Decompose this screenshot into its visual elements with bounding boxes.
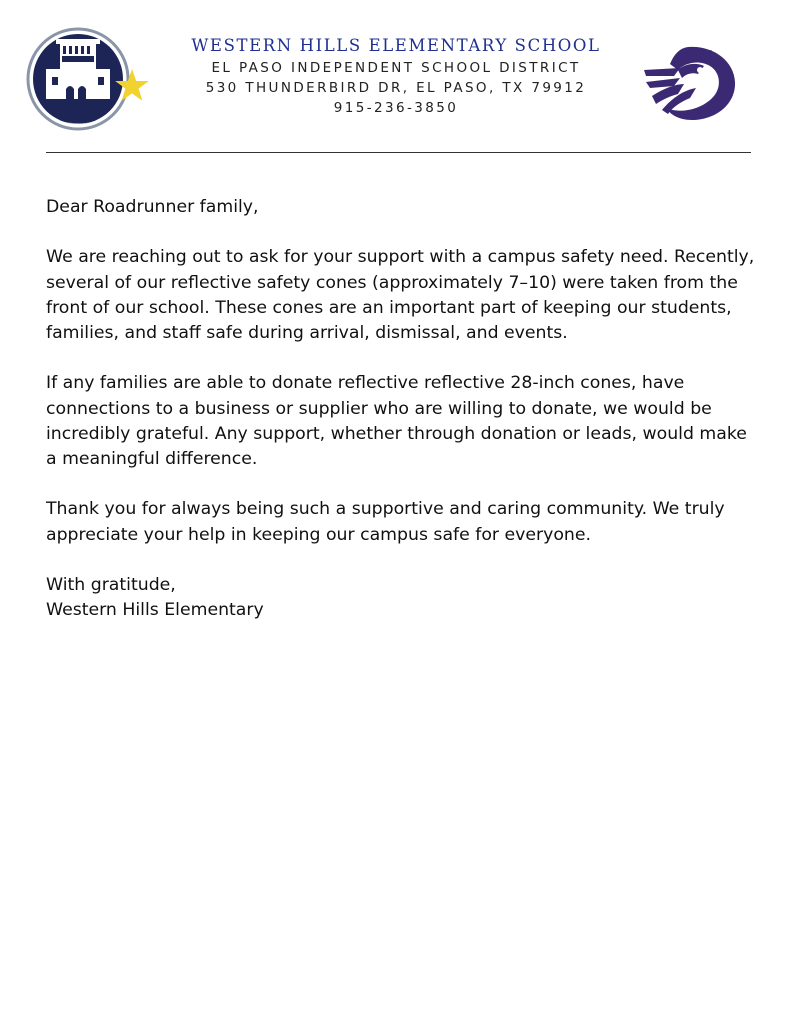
letter-signature: Western Hills Elementary [46, 600, 264, 621]
letter-greeting: Dear Roadrunner family, [46, 197, 259, 217]
school-info [150, 34, 642, 118]
letter-paragraph: If any families are able to donate reflective reflective 28-inch cones, have connections to a business or supplier who are willing to donate, we would be incredibly grateful. Any support, whether through donation or leads, would make a meaningful difference. [46, 373, 747, 469]
school-address: 530 THUNDERBIRD DR, EL PASO, TX 79912 [205, 80, 587, 96]
district-name: EL PASO INDEPENDENT SCHOOL DISTRICT [211, 60, 581, 76]
letter-paragraph: We are reaching out to ask for your support with a campus safety need. Recently, several of our reflective safety cones (approximately 7–10) were taken from the front of our school. These cones are an important part of keeping our students, families, and staff safe during arrival, dismissal, and events. [46, 247, 755, 343]
letterhead [0, 0, 791, 150]
roadrunner-mascot-icon [640, 44, 738, 122]
letter-closing: With gratitude, [46, 574, 176, 595]
school-building-star-icon [26, 25, 152, 135]
letter-body [46, 195, 756, 623]
header-divider [46, 152, 751, 153]
school-phone: 915-236-3850 [333, 100, 459, 116]
school-name: WESTERN HILLS ELEMENTARY SCHOOL [191, 36, 601, 55]
letter-paragraph: Thank you for always being such a supportive and caring community. We truly appreciate your help in keeping our campus safe for everyone. [46, 499, 725, 545]
